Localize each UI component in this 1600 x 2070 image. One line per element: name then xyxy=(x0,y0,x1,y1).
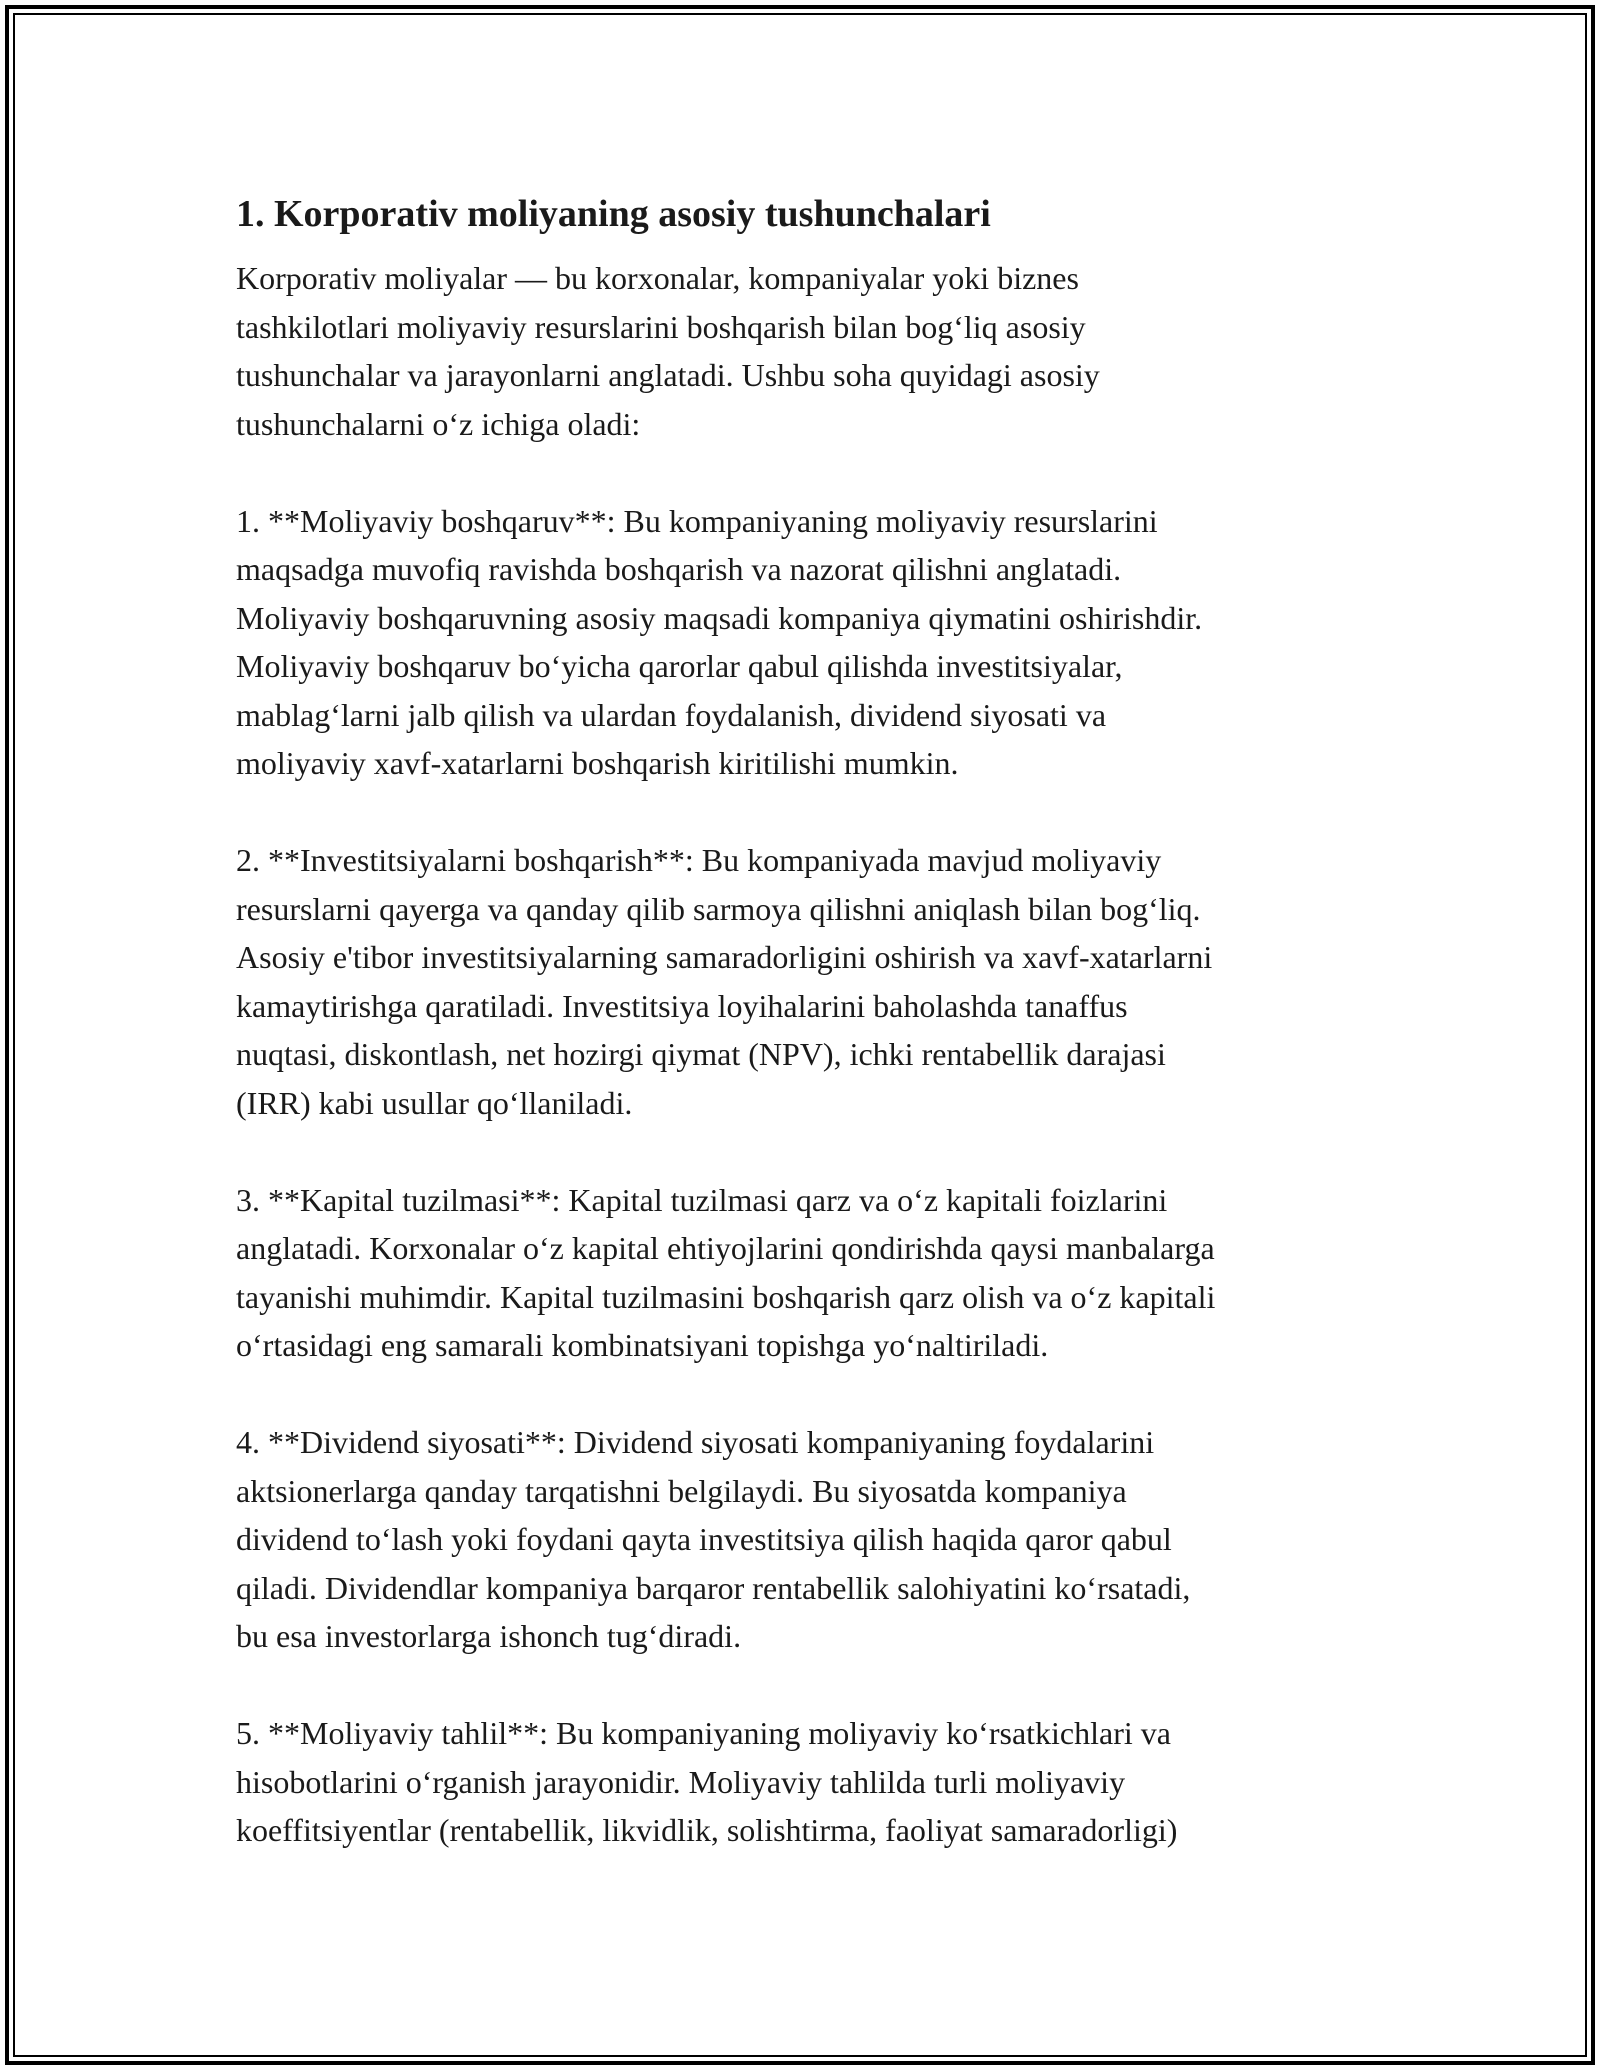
list-item-dividend-policy: 4. **Dividend siyosati**: Dividend siyosati kompaniyaning foydalarini aktsionerlarga qanday tarqatishni belgilaydi. Bu siyosatda kompaniya dividend to‘lash yoki foydani qayta investitsiya qilish haqida qaror qabul qiladi. Dividendlar kompaniya barqaror rentabellik salohiyatini ko‘rsatadi, bu esa investorlarga ishonch tug‘diradi. xyxy=(236,1424,1191,1654)
list-item-financial-analysis: 5. **Moliyaviy tahlil**: Bu kompaniyaning moliyaviy ko‘rsatkichlari va hisobotlarini o‘rganish jarayonidir. Moliyaviy tahlilda turli moliyaviy koeffitsiyentlar (rentabellik, likvidlik, solishtirma, faoliyat samaradorligi) xyxy=(236,1715,1178,1848)
list-item-financial-management: 1. **Moliyaviy boshqaruv**: Bu kompaniyaning moliyaviy resurslarini maqsadga muvofiq ravishda boshqarish va nazorat qilishni anglatadi. Moliyaviy boshqaruvning asosiy maqsadi kompaniya qiymatini oshirishdir. Moliyaviy boshqaruv bo‘yicha qarorlar qabul qilishda investitsiyalar, mablag‘larni jalb qilish va ulardan foydalanish, dividend siyosati va moliyaviy xavf-xatarlarni boshqarish kiritilishi mumkin. xyxy=(236,502,1203,781)
list-item-capital-structure: 3. **Kapital tuzilmasi**: Kapital tuzilmasi qarz va o‘z kapitali foizlarini anglatadi. Korxonalar o‘z kapital ehtiyojlarini qondirishda qaysi manbalarga tayanishi muhimdir. Kapital tuzilmasini boshqarish qarz olish va o‘z kapitali o‘rtasidagi eng samarali kombinatsiyani topishga yo‘naltiriladi. xyxy=(236,1181,1216,1363)
intro-paragraph: Korporativ moliyalar — bu korxonalar, kompaniyalar yoki biznes tashkilotlari moliyaviy resurslarini boshqarish bilan bog‘liq asosiy tushunchalar va jarayonlarni anglatadi. Ushbu soha quyidagi asosiy tushunchalarni o‘z ichiga oladi: xyxy=(236,260,1100,442)
section-heading: 1. Korporativ moliyaning asosiy tushunchalari xyxy=(236,193,991,235)
list-item-investment-management: 2. **Investitsiyalarni boshqarish**: Bu kompaniyada mavjud moliyaviy resurslarni qayerga va qanday qilib sarmoya qilishni aniqlash bilan bog‘liq. Asosiy e'tibor investitsiyalarning samaradorligini oshirish va xavf-xatarlarni kamaytirishga qaratiladi. Investitsiya loyihalarini baholashda tanaffus nuqtasi, diskontlash, net hozirgi qiymat (NPV), ichki rentabellik darajasi (IRR) kabi usullar qo‘llaniladi. xyxy=(236,842,1213,1121)
document-body xyxy=(236,186,1366,1855)
